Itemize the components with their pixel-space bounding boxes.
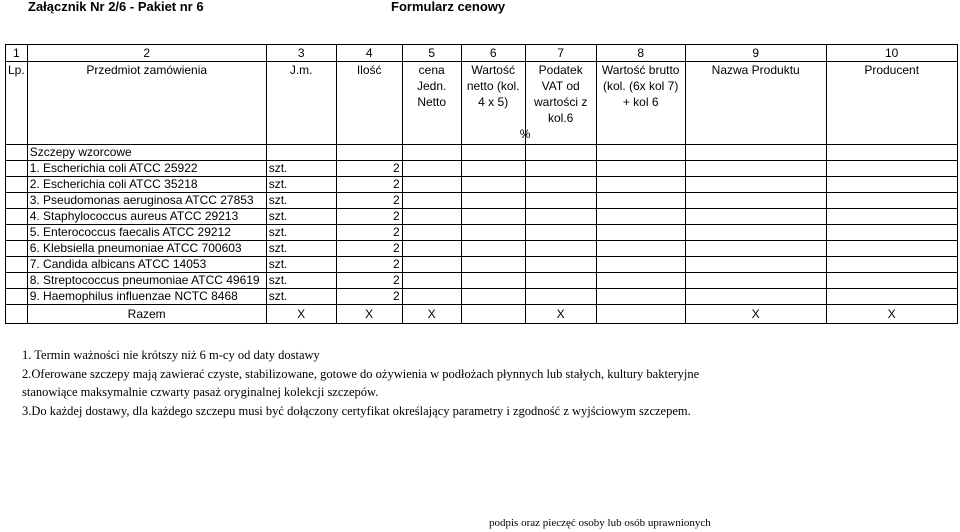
col-num: 1: [6, 45, 28, 62]
note-1: 1. Termin ważności nie krótszy niż 6 m-cy od daty dostawy: [22, 348, 320, 362]
header-unit: J.m.: [266, 62, 336, 145]
item-unit: szt.: [266, 257, 336, 273]
col-num: 4: [336, 45, 402, 62]
table-row: [6, 225, 958, 241]
table-row: [6, 257, 958, 273]
table-row: [6, 177, 958, 193]
item-unit: szt.: [266, 177, 336, 193]
column-number-row: [6, 45, 958, 62]
header-product: Nazwa Produktu: [685, 62, 826, 145]
col-num: 9: [685, 45, 826, 62]
header-vat-unit: %: [519, 127, 531, 141]
total-producer: X: [826, 305, 957, 324]
total-row: [6, 305, 958, 324]
col-num: 3: [266, 45, 336, 62]
note-3: 3.Do każdej dostawy, dla każdego szczepu musi być dołączony certyfikat określający parametry i zgodność z wyjściowym szczepem.: [22, 404, 691, 418]
header-vat: [519, 62, 596, 145]
item-qty: 2: [336, 273, 402, 289]
item-qty: 2: [336, 209, 402, 225]
total-price: X: [402, 305, 461, 324]
item-name: 9. Haemophilus influenzae NCTC 8468: [27, 289, 266, 305]
item-name: 6. Klebsiella pneumoniae ATCC 700603: [27, 241, 266, 257]
column-header-row: [6, 62, 958, 145]
item-unit: szt.: [266, 161, 336, 177]
item-name: 4. Staphylococcus aureus ATCC 29213: [27, 209, 266, 225]
item-qty: 2: [336, 289, 402, 305]
total-vat: X: [525, 305, 596, 324]
header-qty: Ilość: [336, 62, 402, 145]
item-name: 1. Escherichia coli ATCC 25922: [27, 161, 266, 177]
header-gross: Wartość brutto (kol. (6x kol 7) + kol 6: [596, 62, 685, 145]
header-producer: Producent: [826, 62, 957, 145]
table-row: [6, 241, 958, 257]
attachment-title: Załącznik Nr 2/6 - Pakiet nr 6: [28, 0, 204, 14]
item-name: 2. Escherichia coli ATCC 35218: [27, 177, 266, 193]
total-unit: X: [266, 305, 336, 324]
signature-caption: podpis oraz pieczęć osoby lub osób uprawnionych: [489, 517, 711, 529]
item-rows: [6, 161, 958, 305]
header-item: Przedmiot zamówienia: [27, 62, 266, 145]
item-name: 7. Candida albicans ATCC 14053: [27, 257, 266, 273]
col-num: 6: [461, 45, 525, 62]
price-form-table: [5, 44, 958, 324]
item-unit: szt.: [266, 193, 336, 209]
header-net: Wartość netto (kol. 4 x 5): [461, 62, 525, 145]
item-name: 3. Pseudomonas aeruginosa ATCC 27853: [27, 193, 266, 209]
item-unit: szt.: [266, 225, 336, 241]
item-qty: 2: [336, 225, 402, 241]
table-row: [6, 193, 958, 209]
total-product: X: [685, 305, 826, 324]
item-name: 8. Streptococcus pneumoniae ATCC 49619: [27, 273, 266, 289]
col-num: 2: [27, 45, 266, 62]
section-row: [6, 145, 958, 161]
note-2-cont: stanowiące maksymalnie czwarty pasaż oryginalnej kolekcji szczepów.: [22, 385, 379, 399]
col-num: 5: [402, 45, 461, 62]
col-num: 8: [596, 45, 685, 62]
form-title: Formularz cenowy: [391, 0, 506, 14]
total-qty: X: [336, 305, 402, 324]
item-unit: szt.: [266, 209, 336, 225]
header-price: cena Jedn. Netto: [402, 62, 461, 145]
item-unit: szt.: [266, 273, 336, 289]
item-qty: 2: [336, 241, 402, 257]
header-vat-label: Podatek VAT od wartości z kol.6: [534, 63, 588, 125]
col-num: 10: [826, 45, 957, 62]
table-row: [6, 273, 958, 289]
note-2: 2.Oferowane szczepy mają zawierać czyste, stabilizowane, gotowe do ożywienia w podłożach płynnych lub stałych, kultury bakteryjne: [22, 367, 700, 381]
table-row: [6, 289, 958, 305]
item-qty: 2: [336, 161, 402, 177]
total-label: Razem: [27, 305, 266, 324]
header-lp: Lp.: [6, 62, 28, 145]
item-qty: 2: [336, 257, 402, 273]
item-qty: 2: [336, 193, 402, 209]
item-qty: 2: [336, 177, 402, 193]
section-title: Szczepy wzorcowe: [27, 145, 266, 161]
col-num: 7: [525, 45, 596, 62]
table-row: [6, 161, 958, 177]
item-unit: szt.: [266, 241, 336, 257]
item-name: 5. Enterococcus faecalis ATCC 29212: [27, 225, 266, 241]
item-unit: szt.: [266, 289, 336, 305]
table-row: [6, 209, 958, 225]
